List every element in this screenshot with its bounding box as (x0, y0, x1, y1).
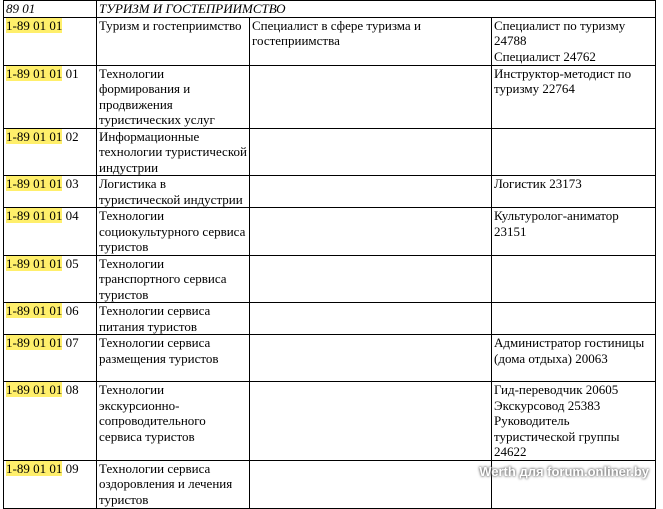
specialty-code-cell (4, 255, 97, 303)
highlighted-code: 1-89 01 01 (6, 460, 63, 476)
table-row (4, 382, 656, 461)
table-row (4, 303, 656, 335)
code-suffix: 08 (62, 382, 79, 397)
qualification-cell (250, 208, 492, 256)
specialty-name-cell: Информационные технологии туристической индустрии (97, 128, 250, 176)
profession-cell: Инструктор-методист по туризму 22764 (492, 65, 656, 128)
code-suffix: 02 (62, 128, 79, 144)
code-suffix: 05 (62, 255, 79, 271)
specialty-code-cell (4, 382, 97, 461)
qualification-cell (250, 128, 492, 176)
profession-cell: Логистик 23173 (492, 176, 656, 208)
table-header-row (4, 1, 656, 18)
specialty-code-cell (4, 128, 97, 176)
highlighted-code: 1-89 01 01 (6, 382, 63, 397)
code-suffix: 03 (62, 176, 79, 191)
code-suffix: 04 (62, 208, 79, 223)
qualification-cell (250, 303, 492, 335)
specialty-name-cell: Туризм и гостеприимство (97, 17, 250, 65)
table-row (4, 176, 656, 208)
specialty-code-cell (4, 460, 97, 508)
qualification-cell (250, 335, 492, 382)
qualification-cell (250, 460, 492, 508)
profession-cell (492, 128, 656, 176)
table-row (4, 255, 656, 303)
table-row (4, 335, 656, 382)
specialty-name-cell: Технологии формирования и продвижения туристических услуг (97, 65, 250, 128)
highlighted-code: 1-89 01 01 (6, 255, 63, 271)
highlighted-code: 1-89 01 01 (6, 176, 63, 191)
highlighted-code: 1-89 01 01 (6, 65, 63, 81)
qualification-cell (250, 176, 492, 208)
code-suffix: 09 (62, 460, 79, 476)
table-row (4, 65, 656, 128)
group-code-cell: 89 01 (4, 1, 97, 18)
highlighted-code: 1-89 01 01 (6, 17, 63, 33)
qualification-cell (250, 65, 492, 128)
qualification-cell (250, 255, 492, 303)
specialty-name-cell: Логистика в туристической индустрии (97, 176, 250, 208)
specialty-name-cell: Технологии экскурсионно-сопроводительного сервиса туристов (97, 382, 250, 461)
profession-cell: Администратор гостиницы (дома отдыха) 20063 (492, 335, 656, 382)
highlighted-code: 1-89 01 01 (6, 128, 63, 144)
specialty-code-cell (4, 176, 97, 208)
table-row (4, 17, 656, 65)
watermark-text: Werth для forum.onliner.by (479, 464, 649, 479)
profession-cell (492, 255, 656, 303)
highlighted-code: 1-89 01 01 (6, 208, 63, 223)
specialty-code-cell (4, 17, 97, 65)
table-row (4, 128, 656, 176)
specialty-code-cell (4, 303, 97, 335)
qualification-cell: Специалист в сфере туризма и гостеприимства (250, 17, 492, 65)
specialty-code-cell (4, 335, 97, 382)
specialty-name-cell: Технологии сервиса питания туристов (97, 303, 250, 335)
specialty-name-cell: Технологии сервиса оздоровления и лечения туристов (97, 460, 250, 508)
specialty-name-cell: Технологии транспортного сервиса туристов (97, 255, 250, 303)
profession-cell (492, 303, 656, 335)
specialty-name-cell: Технологии социокультурного сервиса туристов (97, 208, 250, 256)
specialty-code-cell (4, 65, 97, 128)
highlighted-code: 1-89 01 01 (6, 303, 63, 318)
specialty-name-cell: Технологии сервиса размещения туристов (97, 335, 250, 382)
profession-cell: Культуролог-аниматор 23151 (492, 208, 656, 256)
code-suffix: 07 (62, 335, 79, 350)
code-suffix: 06 (62, 303, 79, 318)
group-title-cell: ТУРИЗМ И ГОСТЕПРИИМСТВО (97, 1, 656, 18)
profession-cell: Специалист по туризму 24788 Специалист 24762 (492, 17, 656, 65)
highlighted-code: 1-89 01 01 (6, 335, 63, 350)
code-suffix: 01 (62, 65, 79, 81)
qualification-cell (250, 382, 492, 461)
specialties-table (3, 0, 656, 509)
specialty-code-cell (4, 208, 97, 256)
profession-cell: Гид-переводчик 20605 Экскурсовод 25383 Руководитель туристической группы 24622 (492, 382, 656, 461)
table-row (4, 208, 656, 256)
